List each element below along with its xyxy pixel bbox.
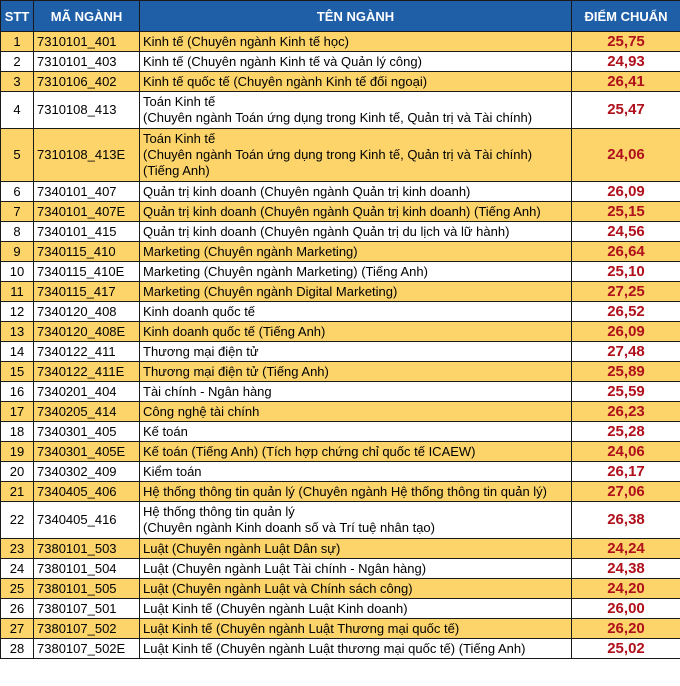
row-score: 25,28 <box>572 422 680 442</box>
row-code: 7340122_411E <box>34 362 140 382</box>
table-row <box>1 402 680 422</box>
row-score: 24,20 <box>572 579 680 599</box>
row-name: Thương mại điện tử <box>140 342 572 362</box>
row-name: Marketing (Chuyên ngành Digital Marketing) <box>140 282 572 302</box>
row-name: Kiểm toán <box>140 462 572 482</box>
row-name: Luật (Chuyên ngành Luật Tài chính - Ngân hàng) <box>140 559 572 579</box>
row-stt: 9 <box>1 242 34 262</box>
table-row <box>1 129 680 182</box>
row-code: 7380107_501 <box>34 599 140 619</box>
table-row <box>1 32 680 52</box>
row-score: 26,41 <box>572 72 680 92</box>
row-score: 25,47 <box>572 92 680 129</box>
row-code: 7340205_414 <box>34 402 140 422</box>
row-stt: 20 <box>1 462 34 482</box>
row-code: 7340101_407E <box>34 202 140 222</box>
row-score: 26,00 <box>572 599 680 619</box>
row-stt: 3 <box>1 72 34 92</box>
row-score: 26,64 <box>572 242 680 262</box>
row-code: 7310108_413E <box>34 129 140 182</box>
row-score: 26,09 <box>572 322 680 342</box>
row-score: 26,23 <box>572 402 680 422</box>
row-score: 27,06 <box>572 482 680 502</box>
table-row <box>1 639 680 659</box>
row-stt: 23 <box>1 539 34 559</box>
row-code: 7340101_407 <box>34 182 140 202</box>
row-score: 27,25 <box>572 282 680 302</box>
row-stt: 28 <box>1 639 34 659</box>
row-code: 7380101_504 <box>34 559 140 579</box>
table-row <box>1 302 680 322</box>
row-code: 7380101_505 <box>34 579 140 599</box>
row-stt: 13 <box>1 322 34 342</box>
row-stt: 14 <box>1 342 34 362</box>
row-code: 7340122_411 <box>34 342 140 362</box>
row-name: Luật Kinh tế (Chuyên ngành Luật Thương mại quốc tế) <box>140 619 572 639</box>
row-name: Quản trị kinh doanh (Chuyên ngành Quản trị du lịch và lữ hành) <box>140 222 572 242</box>
row-code: 7340302_409 <box>34 462 140 482</box>
table-row <box>1 619 680 639</box>
table-row <box>1 462 680 482</box>
row-code: 7380107_502 <box>34 619 140 639</box>
row-name: Kinh tế (Chuyên ngành Kinh tế và Quản lý công) <box>140 52 572 72</box>
row-stt: 12 <box>1 302 34 322</box>
row-code: 7310101_403 <box>34 52 140 72</box>
row-code: 7340301_405E <box>34 442 140 462</box>
table-row <box>1 52 680 72</box>
row-code: 7340115_410E <box>34 262 140 282</box>
table-body <box>1 32 680 659</box>
row-stt: 17 <box>1 402 34 422</box>
row-score: 24,24 <box>572 539 680 559</box>
row-score: 25,15 <box>572 202 680 222</box>
table-row <box>1 502 680 539</box>
row-score: 26,09 <box>572 182 680 202</box>
row-code: 7340115_417 <box>34 282 140 302</box>
row-code: 7380101_503 <box>34 539 140 559</box>
row-code: 7340115_410 <box>34 242 140 262</box>
table-row <box>1 262 680 282</box>
table-row <box>1 182 680 202</box>
row-stt: 1 <box>1 32 34 52</box>
table-row <box>1 222 680 242</box>
row-name: Marketing (Chuyên ngành Marketing) <box>140 242 572 262</box>
row-stt: 11 <box>1 282 34 302</box>
row-score: 25,59 <box>572 382 680 402</box>
row-stt: 15 <box>1 362 34 382</box>
row-stt: 7 <box>1 202 34 222</box>
table-row <box>1 422 680 442</box>
table-row <box>1 579 680 599</box>
row-score: 24,06 <box>572 129 680 182</box>
row-stt: 21 <box>1 482 34 502</box>
table-row <box>1 442 680 462</box>
row-code: 7310106_402 <box>34 72 140 92</box>
table-row <box>1 482 680 502</box>
row-stt: 10 <box>1 262 34 282</box>
row-code: 7340120_408 <box>34 302 140 322</box>
row-score: 26,52 <box>572 302 680 322</box>
table-header-row <box>1 1 680 32</box>
row-name: Kinh tế quốc tế (Chuyên ngành Kinh tế đối ngoại) <box>140 72 572 92</box>
row-score: 26,17 <box>572 462 680 482</box>
row-name: Toán Kinh tế (Chuyên ngành Toán ứng dụng trong Kinh tế, Quản trị và Tài chính) <box>140 92 572 129</box>
row-name: Luật Kinh tế (Chuyên ngành Luật Kinh doanh) <box>140 599 572 619</box>
row-name: Quản trị kinh doanh (Chuyên ngành Quản trị kinh doanh) (Tiếng Anh) <box>140 202 572 222</box>
table-row <box>1 92 680 129</box>
row-name: Tài chính - Ngân hàng <box>140 382 572 402</box>
row-name: Hệ thống thông tin quản lý (Chuyên ngành Hệ thống thông tin quản lý) <box>140 482 572 502</box>
row-name: Luật Kinh tế (Chuyên ngành Luật thương mại quốc tế) (Tiếng Anh) <box>140 639 572 659</box>
row-stt: 5 <box>1 129 34 182</box>
row-code: 7340120_408E <box>34 322 140 342</box>
row-score: 24,56 <box>572 222 680 242</box>
row-name: Kế toán (Tiếng Anh) (Tích hợp chứng chỉ quốc tế ICAEW) <box>140 442 572 462</box>
row-name: Luật (Chuyên ngành Luật Dân sự) <box>140 539 572 559</box>
row-code: 7340301_405 <box>34 422 140 442</box>
row-code: 7310101_401 <box>34 32 140 52</box>
row-score: 24,06 <box>572 442 680 462</box>
row-stt: 8 <box>1 222 34 242</box>
row-stt: 27 <box>1 619 34 639</box>
row-name: Kinh doanh quốc tế <box>140 302 572 322</box>
row-score: 25,10 <box>572 262 680 282</box>
row-code: 7340201_404 <box>34 382 140 402</box>
row-name: Công nghệ tài chính <box>140 402 572 422</box>
row-stt: 25 <box>1 579 34 599</box>
row-stt: 19 <box>1 442 34 462</box>
row-code: 7340405_406 <box>34 482 140 502</box>
row-code: 7340101_415 <box>34 222 140 242</box>
row-code: 7310108_413 <box>34 92 140 129</box>
table-row <box>1 72 680 92</box>
table-row <box>1 382 680 402</box>
row-stt: 6 <box>1 182 34 202</box>
header-stt: STT <box>1 1 34 32</box>
row-score: 27,48 <box>572 342 680 362</box>
row-stt: 22 <box>1 502 34 539</box>
row-stt: 26 <box>1 599 34 619</box>
row-score: 26,38 <box>572 502 680 539</box>
table-row <box>1 539 680 559</box>
table-row <box>1 559 680 579</box>
row-name: Kinh tế (Chuyên ngành Kinh tế học) <box>140 32 572 52</box>
row-score: 24,38 <box>572 559 680 579</box>
row-name: Hệ thống thông tin quản lý (Chuyên ngành Kinh doanh số và Trí tuệ nhân tạo) <box>140 502 572 539</box>
row-name: Quản trị kinh doanh (Chuyên ngành Quản trị kinh doanh) <box>140 182 572 202</box>
row-score: 24,93 <box>572 52 680 72</box>
row-stt: 18 <box>1 422 34 442</box>
header-name: TÊN NGÀNH <box>140 1 572 32</box>
row-score: 26,20 <box>572 619 680 639</box>
row-name: Luật (Chuyên ngành Luật và Chính sách công) <box>140 579 572 599</box>
row-code: 7380107_502E <box>34 639 140 659</box>
header-code: MÃ NGÀNH <box>34 1 140 32</box>
row-score: 25,89 <box>572 362 680 382</box>
row-stt: 4 <box>1 92 34 129</box>
table-row <box>1 362 680 382</box>
row-name: Toán Kinh tế (Chuyên ngành Toán ứng dụng trong Kinh tế, Quản trị và Tài chính) (Tiếng Anh) <box>140 129 572 182</box>
row-score: 25,75 <box>572 32 680 52</box>
row-name: Kế toán <box>140 422 572 442</box>
row-name: Thương mại điện tử (Tiếng Anh) <box>140 362 572 382</box>
table-row <box>1 202 680 222</box>
row-code: 7340405_416 <box>34 502 140 539</box>
table-row <box>1 242 680 262</box>
table-row <box>1 322 680 342</box>
table-row <box>1 282 680 302</box>
row-stt: 24 <box>1 559 34 579</box>
row-stt: 2 <box>1 52 34 72</box>
table-row <box>1 599 680 619</box>
row-name: Marketing (Chuyên ngành Marketing) (Tiếng Anh) <box>140 262 572 282</box>
row-stt: 16 <box>1 382 34 402</box>
row-score: 25,02 <box>572 639 680 659</box>
table-row <box>1 342 680 362</box>
header-score: ĐIỂM CHUẨN <box>572 1 680 32</box>
row-name: Kinh doanh quốc tế (Tiếng Anh) <box>140 322 572 342</box>
